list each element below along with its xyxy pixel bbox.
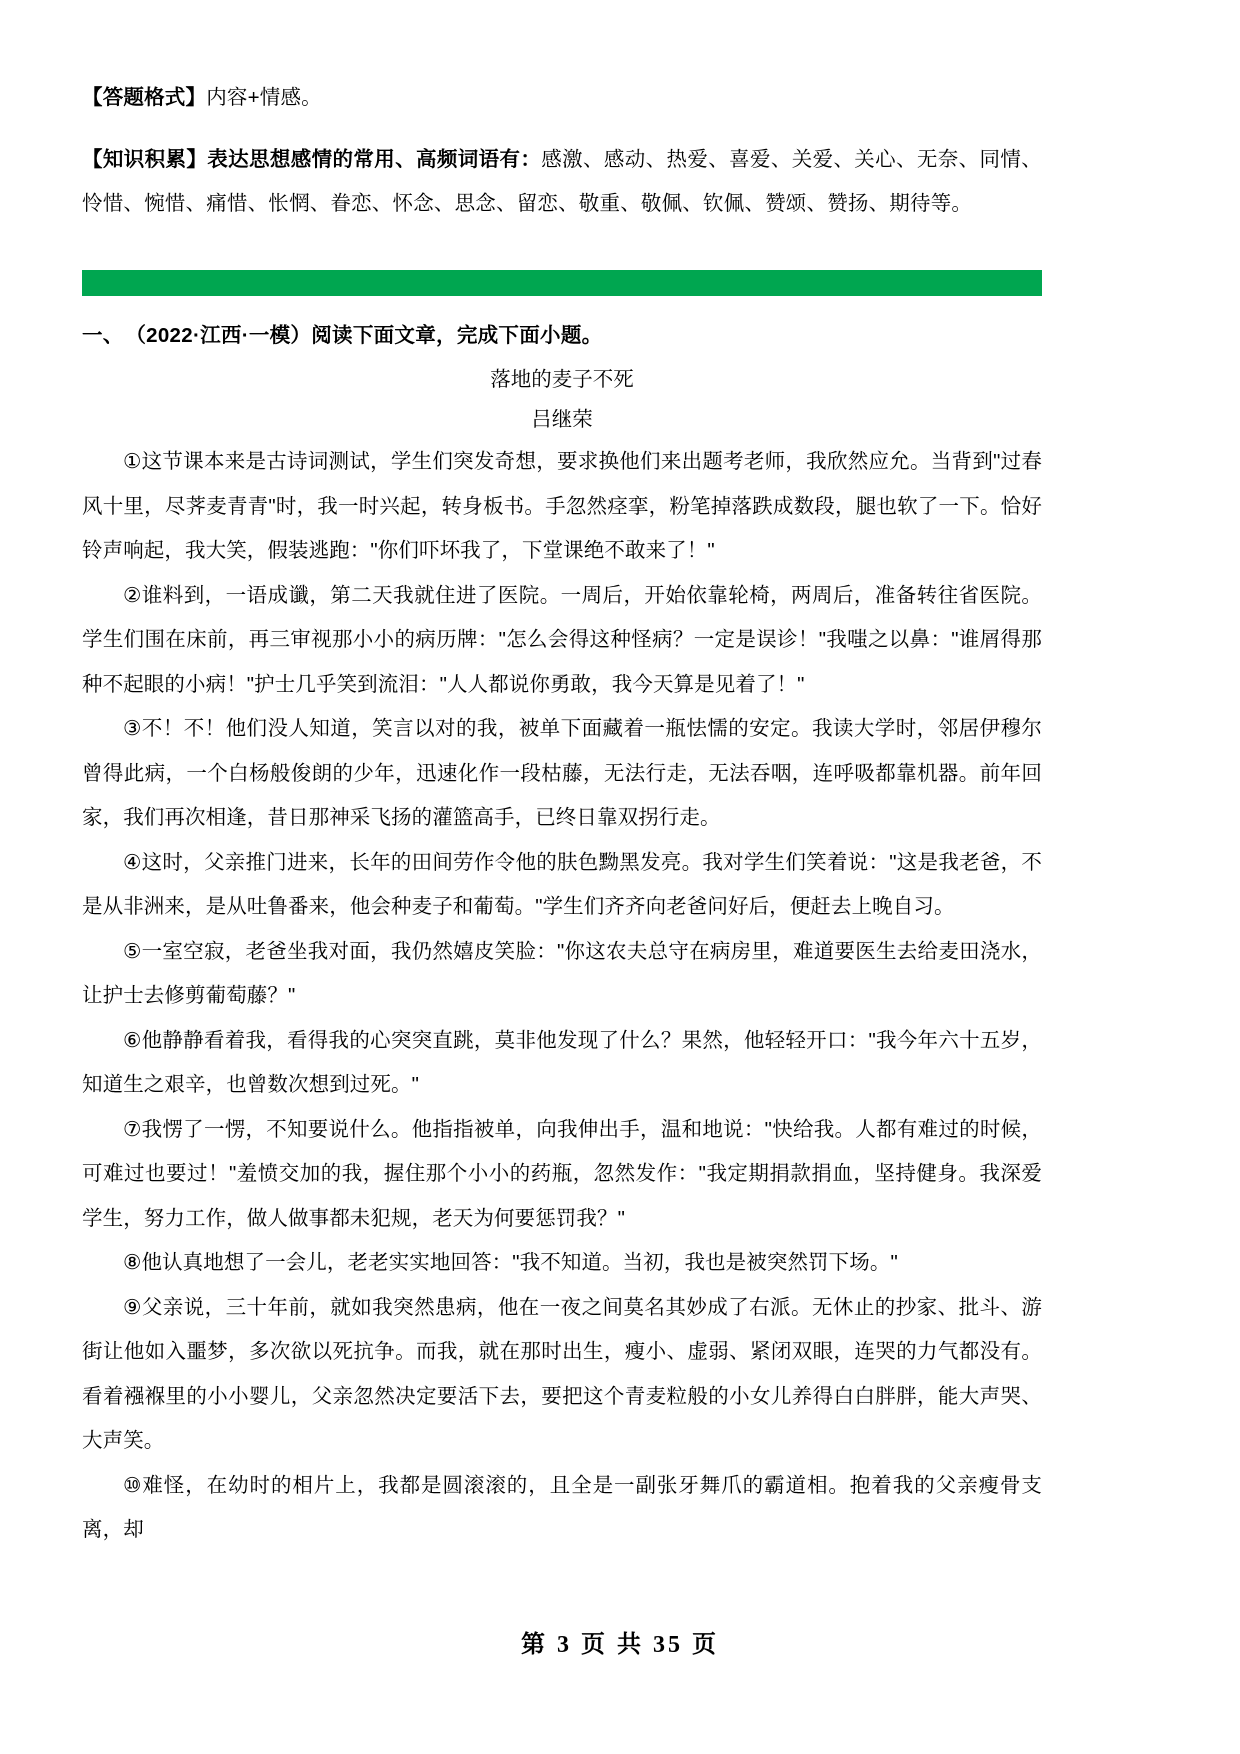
question-heading-text: （2022·江西·一模）阅读下面文章，完成下面小题。 <box>135 324 603 347</box>
article-paragraph: ⑥他静静看着我，看得我的心突突直跳，莫非他发现了什么？果然，他轻轻开口："我今年六十五岁，知道生之艰辛，也曾数次想到过死。" <box>82 1028 1042 1096</box>
article-title: 落地的麦子不死 <box>490 368 634 391</box>
knowledge-text: 感激、感动、热爱、喜爱、关爱、关心、无奈、同情、怜惜、惋惜、痛惜、怅惘、眷恋、怀念、思念、留恋、敬重、敬佩、钦佩、赞颂、赞扬、期待等。 <box>82 148 1042 215</box>
question-number: 一、 <box>82 324 124 347</box>
page-content <box>82 76 1042 1553</box>
knowledge-block <box>82 138 1042 226</box>
knowledge-tag: 【知识积累】 <box>82 148 208 171</box>
question-heading <box>82 318 1042 354</box>
answer-format-line <box>82 76 1042 120</box>
article-paragraph: ①这节课本来是古诗词测试，学生们突发奇想，要求换他们来出题考老师，我欣然应允。当背到"过春风十里，尽荠麦青青"时，我一时兴起，转身板书。手忽然痉挛，粉笔掉落跌成数段，腿也软了一下。恰好铃声响起，我大笑，假装逃跑："你们吓坏我了，下堂课绝不敢来了！" <box>82 450 1042 562</box>
article-paragraph: ③不！不！他们没人知道，笑言以对的我，被单下面藏着一瓶怯懦的安定。我读大学时，邻居伊穆尔曾得此病，一个白杨般俊朗的少年，迅速化作一段枯藤，无法行走，无法吞咽，连呼吸都靠机器。前年回家，我们再次相逢，昔日那神采飞扬的灌篮高手，已终日靠双拐行走。 <box>82 717 1042 829</box>
article-paragraph: ⑨父亲说，三十年前，就如我突然患病，他在一夜之间莫名其妙成了右派。无休止的抄家、批斗、游街让他如入噩梦，多次欲以死抗争。而我，就在那时出生，瘦小、虚弱、紧闭双眼，连哭的力气都没有。看着襁褓里的小小婴儿，父亲忽然决定要活下去，要把这个青麦粒般的小女儿养得白白胖胖，能大声哭、大声笑。 <box>82 1295 1042 1452</box>
knowledge-line <box>82 138 1042 226</box>
article-author: 吕继荣 <box>531 408 593 431</box>
article-paragraph: ④这时，父亲推门进来，长年的田间劳作令他的肤色黝黑发亮。我对学生们笑着说："这是我老爸，不是从非洲来，是从吐鲁番来，他会种麦子和葡萄。"学生们齐齐向老爸问好后，便赶去上晚自习。 <box>82 850 1042 918</box>
knowledge-lead: 表达思想感情的常用、高频词语有： <box>207 148 542 171</box>
article-paragraph: ⑧他认真地想了一会儿，老老实实地回答："我不知道。当初，我也是被突然罚下场。" <box>123 1251 898 1274</box>
article-paragraph: ⑤一室空寂，老爸坐我对面，我仍然嬉皮笑脸："你这农夫总守在病房里，难道要医生去给麦田浇水，让护士去修剪葡萄藤？" <box>82 939 1042 1007</box>
answer-format-text: 内容+情感。 <box>206 86 322 109</box>
section-divider-bar <box>82 270 1042 296</box>
answer-format-tag: 【答题格式】 <box>82 86 207 109</box>
article-paragraph: ②谁料到，一语成谶，第二天我就住进了医院。一周后，开始依靠轮椅，两周后，准备转往省医院。学生们围在床前，再三审视那小小的病历牌："怎么会得这种怪病？一定是误诊！"我嗤之以鼻："谁屑得那种不起眼的小病！"护士几乎笑到流泪："人人都说你勇敢，我今天算是见着了！" <box>82 583 1042 696</box>
article-paragraph: ⑦我愣了一愣，不知要说什么。他指指被单，向我伸出手，温和地说："快给我。人都有难过的时候，可难过也要过！"羞愤交加的我，握住那个小小的药瓶，忽然发作："我定期捐款捐血，坚持健身。我深爱学生，努力工作，做人做事都未犯规，老天为何要惩罚我？" <box>82 1117 1042 1230</box>
answer-format-block <box>82 76 1042 120</box>
page-footer: 第 3 页 共 35 页 <box>521 1632 719 1658</box>
article-paragraph: ⑩难怪，在幼时的相片上，我都是圆滚滚的，且全是一副张牙舞爪的霸道相。抱着我的父亲瘦骨支离，却 <box>82 1473 1042 1541</box>
